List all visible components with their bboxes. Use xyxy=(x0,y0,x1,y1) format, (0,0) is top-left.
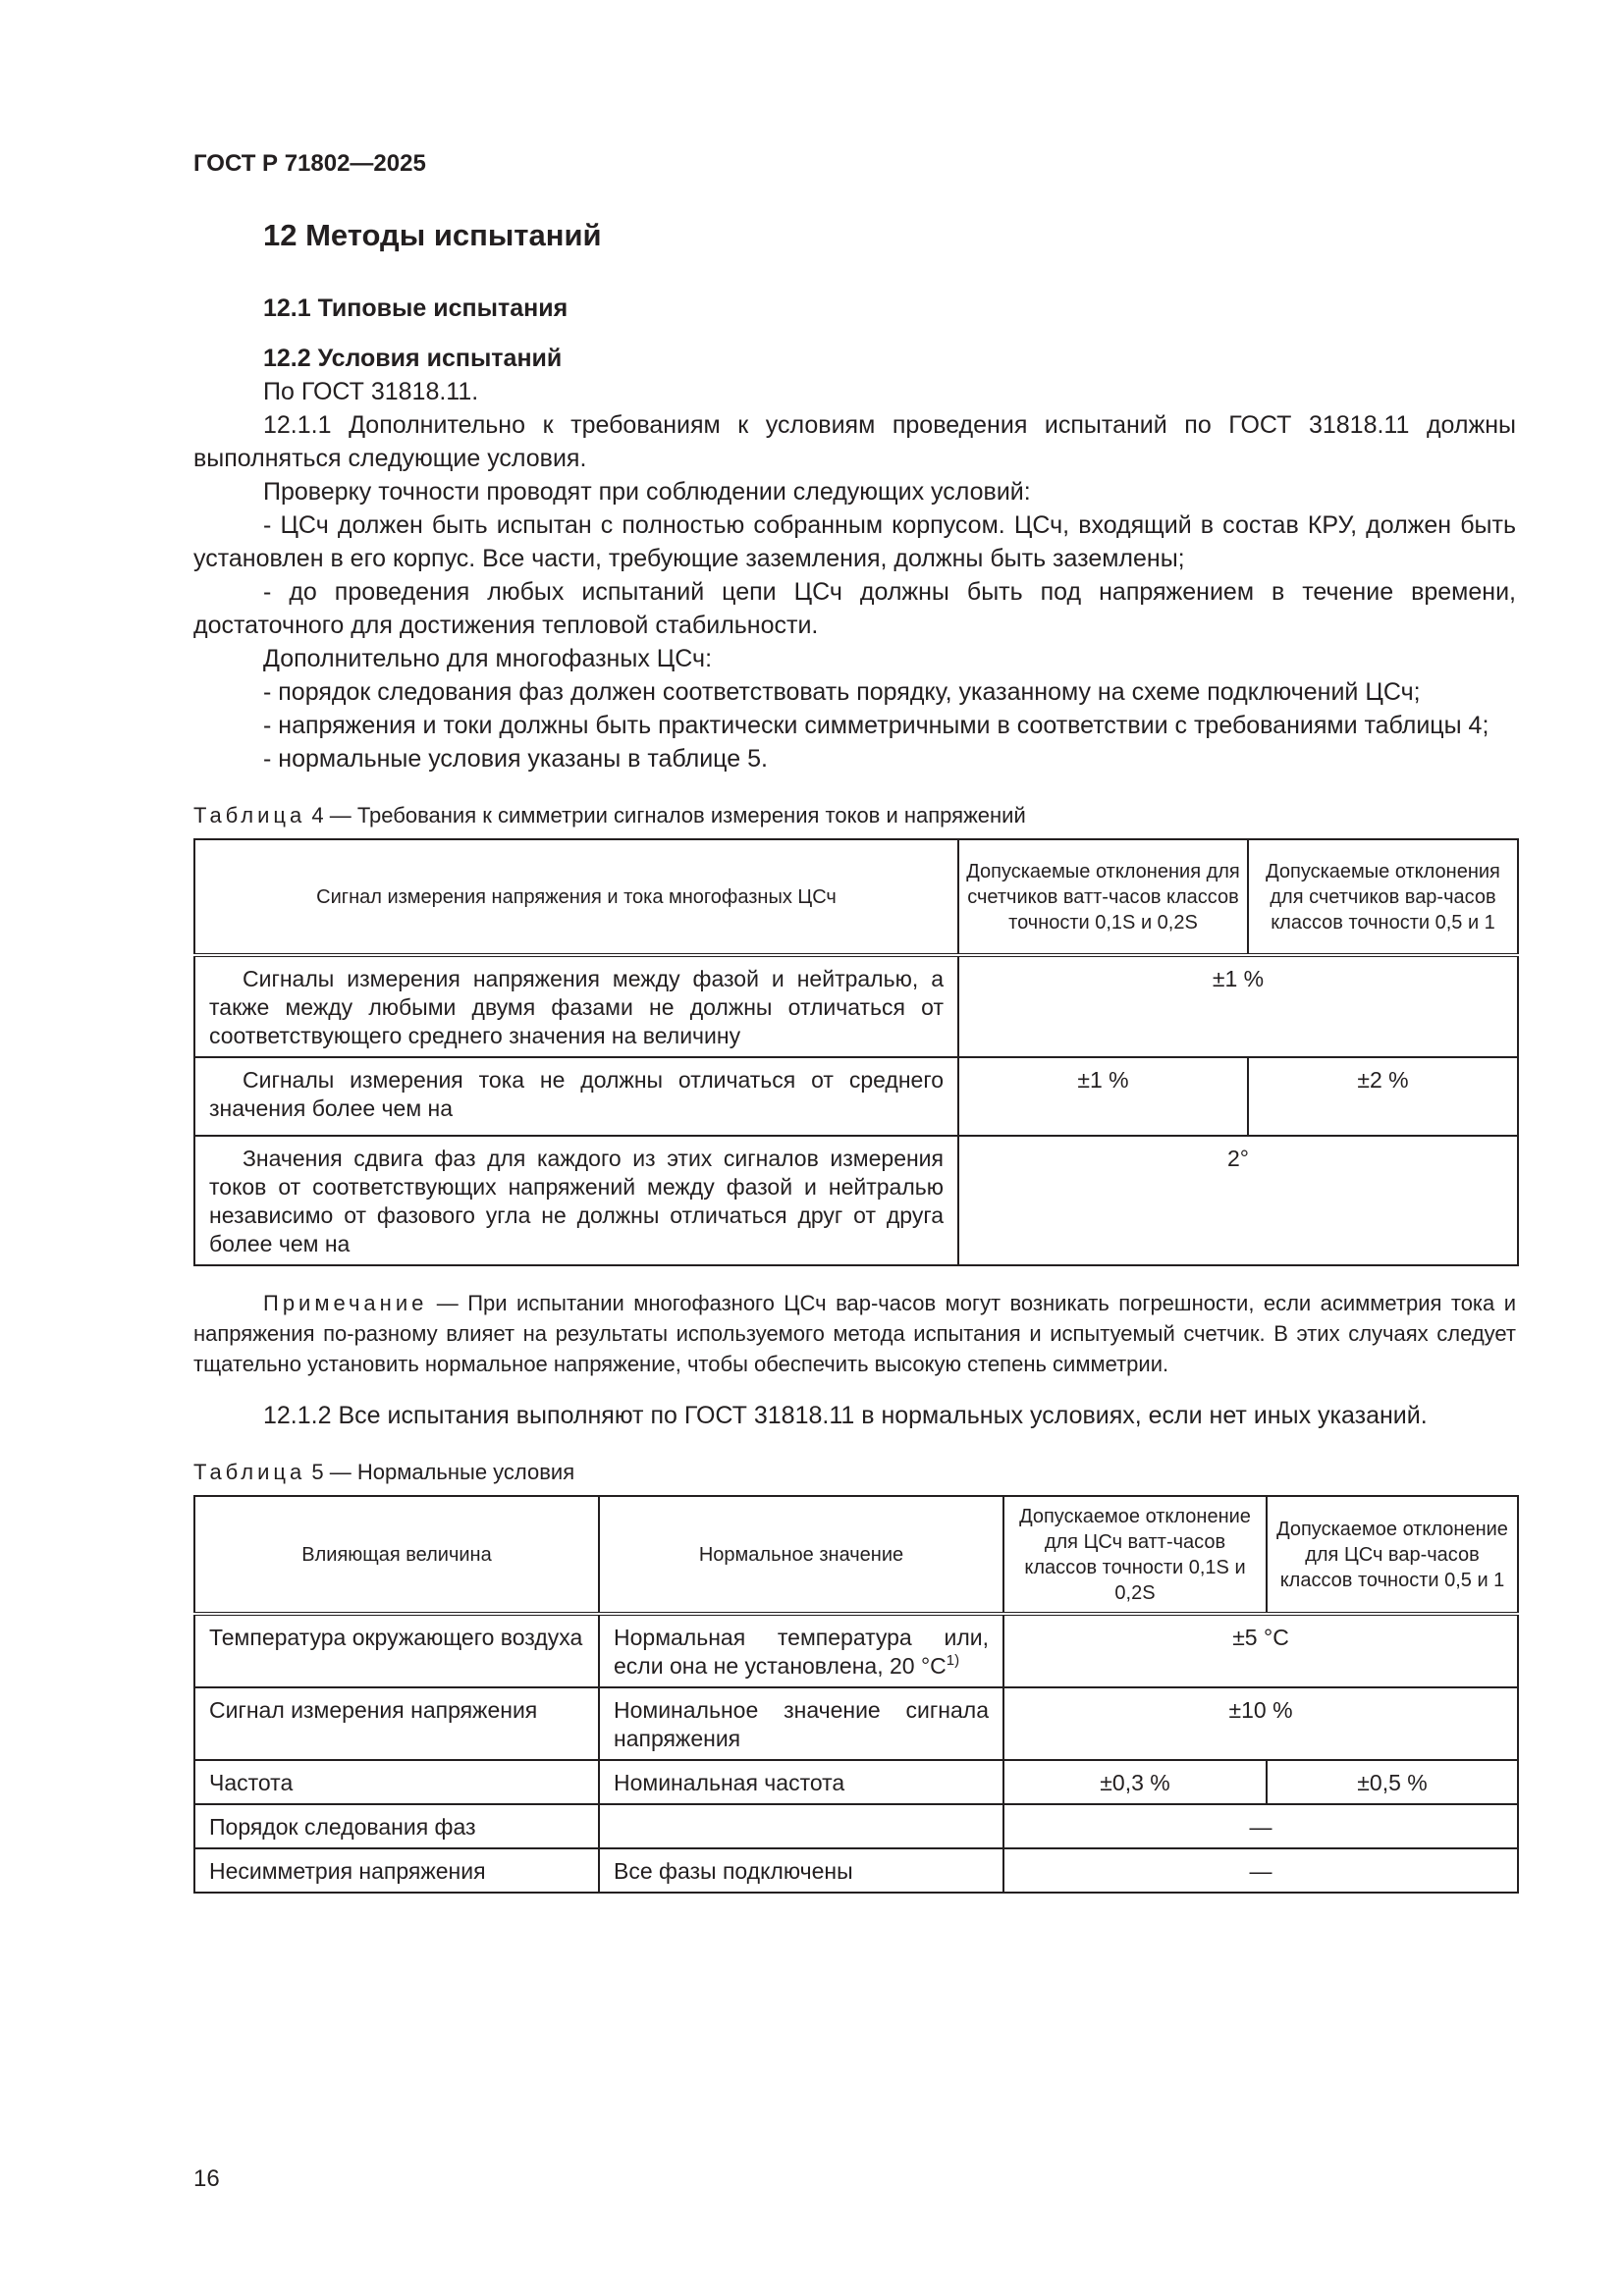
table-header-cell: Влияющая величина xyxy=(194,1496,599,1614)
table-cell: Номинальное значение сигнала напряжения xyxy=(599,1687,1003,1760)
table5-caption-text: 5 — Нормальные условия xyxy=(305,1460,575,1484)
paragraph: 12.1.1 Дополнительно к требованиям к условиям проведения испытаний по ГОСТ 31818.11 должны выполняться следующие условия. xyxy=(193,411,1516,472)
table4-caption xyxy=(193,803,1516,828)
table-cell: ±1 % xyxy=(958,1057,1248,1136)
table-header-cell: Допускаемые отклонения для счетчиков ватт-часов классов точности 0,1S и 0,2S xyxy=(958,839,1248,955)
table-row xyxy=(194,955,1518,1057)
table-cell: ±5 °C xyxy=(1003,1614,1518,1687)
table-header-row xyxy=(194,1496,1518,1614)
subsection-test-conditions: 12.2 Условия испытаний xyxy=(263,345,563,372)
table-header-row xyxy=(194,839,1518,955)
table-cell: Все фазы подключены xyxy=(599,1848,1003,1893)
table-row xyxy=(194,1136,1518,1265)
table-cell: Сигналы измерения напряжения между фазой и нейтралью, а также между любыми двумя фазами не должны отличаться от соответствующего среднего значения на величину xyxy=(194,955,958,1057)
list-item: - порядок следования фаз должен соответствовать порядку, указанному на схеме подключений ЦСч; xyxy=(263,678,1421,706)
list-item: - до проведения любых испытаний цепи ЦСч должны быть под напряжением в течение времени, достаточного для достижения тепловой стабильности. xyxy=(193,578,1516,639)
paragraph: Проверку точности проводят при соблюдении следующих условий: xyxy=(263,478,1031,506)
table5-caption xyxy=(193,1460,1516,1485)
list-item: - напряжения и токи должны быть практически симметричными в соответствии с требованиями таблицы 4; xyxy=(263,712,1489,739)
page-number: 16 xyxy=(193,2165,220,2192)
table-cell: Частота xyxy=(194,1760,599,1804)
table-header-cell: Допускаемые отклонения для счетчиков вар-часов классов точности 0,5 и 1 xyxy=(1248,839,1518,955)
paragraph: По ГОСТ 31818.11. xyxy=(263,378,479,405)
table-cell: Сигналы измерения тока не должны отличаться от среднего значения более чем на xyxy=(194,1057,958,1136)
table-cell: Значения сдвига фаз для каждого из этих сигналов измерения токов от соответствующих напряжений между фазой и нейтралью независимо от фазового угла не должны отличаться друг от друга более чем на xyxy=(194,1136,958,1265)
table-5-normal-conditions xyxy=(193,1495,1519,1894)
cell-text: Нормальная температура или, если она не установлена, 20 °C xyxy=(614,1625,989,1679)
table-4-symmetry xyxy=(193,838,1519,1266)
table-row xyxy=(194,1848,1518,1893)
table-cell: — xyxy=(1003,1804,1518,1848)
table-cell: Порядок следования фаз xyxy=(194,1804,599,1848)
table-row xyxy=(194,1057,1518,1136)
list-item: - ЦСч должен быть испытан с полностью собранным корпусом. ЦСч, входящий в состав КРУ, должен быть установлен в его корпус. Все части, требующие заземления, должны быть заземлены; xyxy=(193,511,1516,572)
document-header: ГОСТ Р 71802—2025 xyxy=(193,150,426,177)
table-cell: ±0,5 % xyxy=(1267,1760,1518,1804)
page-content xyxy=(193,218,1516,1894)
subsection-type-tests: 12.1 Типовые испытания xyxy=(263,294,568,322)
table-cell: Температура окружающего воздуха xyxy=(194,1614,599,1687)
list-item: - нормальные условия указаны в таблице 5. xyxy=(263,745,768,773)
table-cell: Номинальная частота xyxy=(599,1760,1003,1804)
table-cell: Сигнал измерения напряжения xyxy=(194,1687,599,1760)
table-cell: ±1 % xyxy=(958,955,1518,1057)
paragraph-12-1-2: 12.1.2 Все испытания выполняют по ГОСТ 31818.11 в нормальных условиях, если нет иных указаний. xyxy=(263,1402,1428,1429)
table-cell xyxy=(599,1614,1003,1687)
table-row xyxy=(194,1614,1518,1687)
table-cell: — xyxy=(1003,1848,1518,1893)
table-row xyxy=(194,1804,1518,1848)
table5-caption-label: Таблица xyxy=(193,1460,306,1484)
table-cell: 2° xyxy=(958,1136,1518,1265)
table-header-cell: Допускаемое отклонение для ЦСч ватт-часов классов точности 0,1S и 0,2S xyxy=(1003,1496,1267,1614)
table-row xyxy=(194,1687,1518,1760)
table-cell: Несимметрия напряжения xyxy=(194,1848,599,1893)
paragraph: Дополнительно для многофазных ЦСч: xyxy=(263,645,713,672)
section-title: 12 Методы испытаний xyxy=(263,218,602,252)
table-header-cell: Нормальное значение xyxy=(599,1496,1003,1614)
table-row xyxy=(194,1760,1518,1804)
table-cell xyxy=(599,1804,1003,1848)
table-header-cell: Допускаемое отклонение для ЦСч вар-часов классов точности 0,5 и 1 xyxy=(1267,1496,1518,1614)
table4-note xyxy=(193,1288,1516,1379)
table-cell: ±0,3 % xyxy=(1003,1760,1267,1804)
table4-caption-text: 4 — Требования к симметрии сигналов измерения токов и напряжений xyxy=(305,803,1026,828)
note-text: — При испытании многофазного ЦСч вар-часов могут возникать погрешности, если асимметрия тока и напряжения по-разному влияет на результаты используемого метода испытания и испытуемый счетчик. В этих случаях следует тщательно установить нормальное напряжение, чтобы обеспечить высокую степень симметрии. xyxy=(193,1291,1516,1376)
table-cell: ±10 % xyxy=(1003,1687,1518,1760)
table-header-cell: Сигнал измерения напряжения и тока многофазных ЦСч xyxy=(194,839,958,955)
table4-caption-label: Таблица xyxy=(193,803,306,828)
note-label: Примечание xyxy=(263,1291,428,1315)
footnote-ref: 1) xyxy=(946,1652,960,1669)
table-cell: ±2 % xyxy=(1248,1057,1518,1136)
